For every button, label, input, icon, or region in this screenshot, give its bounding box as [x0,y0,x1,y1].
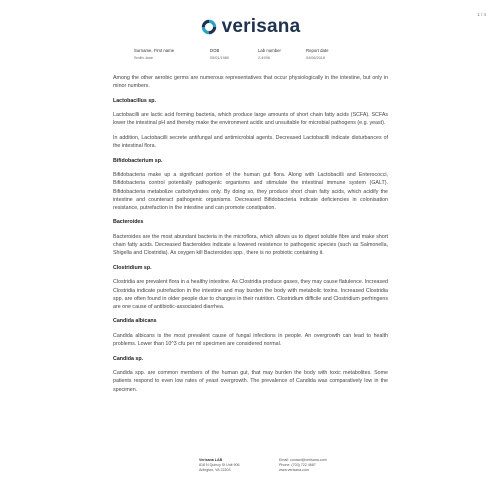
section-paragraph: Candida spp. are common members of the human gut, that may burden the body with toxic metabolites. Some patients respond to even low rates of yeast overgrowth. The prevalence of Candida was comparatively low in the specimen. [113,370,388,393]
footer-address-line2: Arlington, VA 22203 [199,468,231,472]
intro-paragraph: Among the other aerobic germs are numerous representatives that occur physiologically in the intestine, but only in minor numbers. [113,75,388,90]
section-title-candida-albicans: Candida albicans [113,318,157,325]
value-dob: 05/01/1980 [210,56,230,60]
value-report-date: 04/06/2018 [306,56,326,60]
footer-phone: Phone: (703) 722 4687 [279,463,316,467]
section-paragraph: In addition, Lactobacilli secrete antifungal and antimicrobial agents. Decreased Lactobacilli indicate disturbances of the intestinal flora. [113,134,388,150]
section-title-candida-sp: Candida sp. [113,355,144,362]
brand-name: verisana [221,16,301,37]
verisana-logo-icon [200,18,218,36]
page-footer [199,458,349,473]
header-lab-number: Lab number [258,48,281,53]
footer-email: Email: contact@verisana.com [279,458,327,462]
footer-company: Verisana LAB [199,458,223,462]
section-paragraph: Clostridia are prevalent flora in a healthy intestine. As Clostridia produce gases, they may cause flatulence. Increased Clostridia indicate putrefaction in the intestine and may burden the body with metabolic toxins. Increased Clostridia spp. are often found in older people due to changes in their nutrition. Clostridium difficile and Clostridium perfringens are one cause of antibiotic-associated diarrhea. [113,279,388,310]
brand-logo [0,17,500,36]
page-number: 1 / 4 [477,12,486,17]
section-title-lactobacillus: Lactobacillus sp. [113,97,156,104]
footer-address-line1: 818 N Quincy St Unit 906 [199,463,240,467]
report-body [113,74,388,400]
section-title-bifidobacterium: Bifidobacterium sp. [113,157,163,164]
header-dob: DOB [210,48,220,53]
header-report-date: Report date [306,48,329,53]
section-paragraph: Bifidobacteria make up a significant portion of the human gut flora. Along with Lactobacilli and Enterococci, Bifidobacteria control potentially pathogenic organisms and stimulate the intestinal immune system (GALT). Bifidobacteria metabolize carbohydrates only. By doing so, they produce short chain fatty acids, which acidify the intestine and counteract pathogenic organisms. Decreased Bifidobacteria indicate deficiencies in colonisation resistance, putrefaction in the intestine and can promote constipation. [113,172,388,211]
value-name: Smith Jane [134,56,153,60]
section-paragraph: Lactobacilli are lactic acid forming bacteria, which produce large amounts of short chain fatty acids (SCFA). SCFAs lower the intestinal pH and thereby make the environment acidic and unsuitable for microbial pathogens (e.g. yeast). [113,112,388,127]
section-paragraph: Bacteroides are the most abundant bacteria in the microflora, which allows us to digest soluble fibre and make short chain fatty acids. Decreased Bacteroides indicate a lowered resistence to pathogenic species (such as Salmonella, Shigella and Clostridia). As oxygen kill Bacteroides spp., there is no probiotic containing it. [113,233,388,257]
section-title-clostridium: Clostridium sp. [113,264,152,271]
footer-website: www.verisana.com [279,468,309,472]
value-lab-number: 2-4936 [258,56,270,60]
section-paragraph: Candida albicans is the most prevalent cause of fungal infections in people. An overgrowth can lead to health problems. Lower than 10^3 cfu per ml specimen are considered normal. [113,332,388,348]
section-title-bacteroides: Bacteroides [113,219,144,226]
patient-info [134,48,366,60]
header-name: Surname, First name [134,48,175,53]
